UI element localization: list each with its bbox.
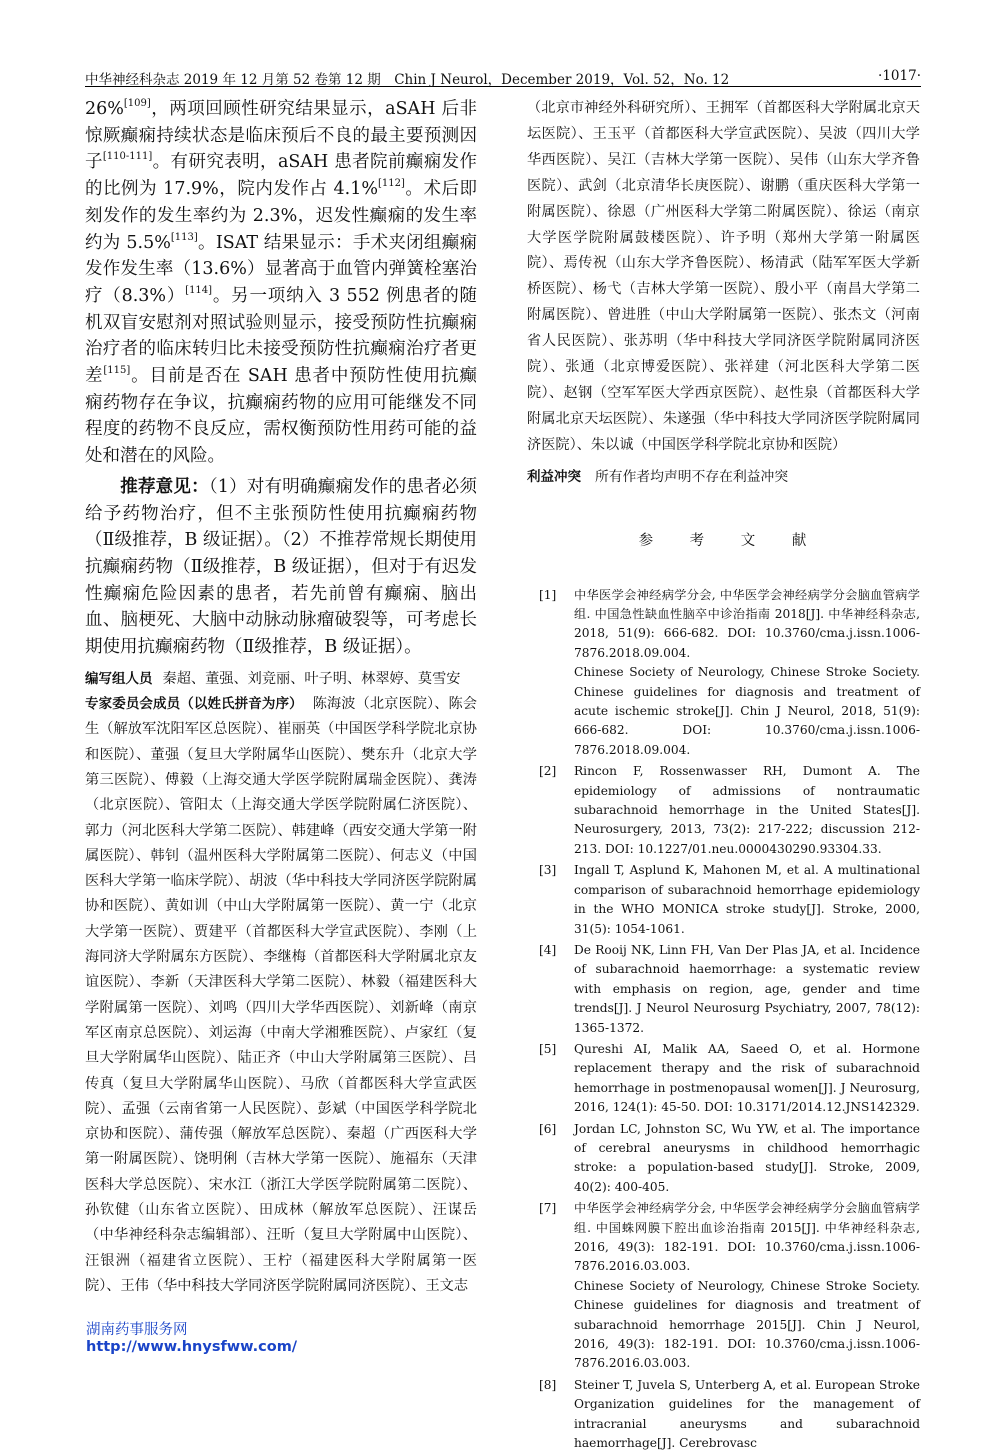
right-column [527,96,920,1455]
reference-item [527,941,920,1038]
experts-list: 陈海波（北京医院）、陈会生（解放军沈阳军区总医院）、崔丽英（中国医学科学院北京协和医院）、董强（复旦大学附属华山医院）、樊东升（北京大学第三医院）、傅毅（上海交通大学医学院附属瑞金医院）、龚涛（北京医院）、管阳太（上海交通大学医学院附属仁济医院）、郭力（河北医科大学第二医院）、韩建峰（西安交通大学第一附属医院）、韩钊（温州医科大学附属第二医院）、何志义（中国医科大学第一临床学院）、胡波（华中科技大学同济医学院附属协和医院）、黄如训（中山大学附属第一医院）、黄一宁（北京大学第一医院）、贾建平（首都医科大学宣武医院）、李刚（上海同济大学附属东方医院）、李继梅（首都医科大学附属北京友谊医院）、李新（天津医科大学第二医院）、林毅（福建医科大学附属第一医院）、刘鸣（四川大学华西医院）、刘新峰（南京军区南京总医院）、刘运海（中南大学湘雅医院）、卢家红（复旦大学附属华山医院）、陆正齐（中山大学附属第三医院）、吕传真（复旦大学附属华山医院）、马欣（首都医科大学宣武医院）、孟强（云南省第一人民医院）、彭斌（中国医学科学院北京协和医院）、蒲传强（解放军总医院）、秦超（广西医科大学第一附属医院）、饶明俐（吉林大学第一医院）、施福东（天津医科大学总医院）、宋水江（浙江大学医学院附属第二医院）、孙钦健（山东省立医院）、田成林（解放军总医院）、汪谋岳（中华神经科杂志编辑部）、汪昕（复旦大学附属中山医院）、汪银洲（福建省立医院）、王柠（福建医科大学附属第一医院）、王伟（华中科技大学同济医学院附属同济医院）、王文志 [85,696,477,1294]
conflict-label: 利益冲突 [527,468,581,485]
recommendation-label: 推荐意见： [120,476,209,497]
reference-text: Jordan LC, Johnston SC, Wu YW, et al. The importance of cerebral aneurysms in childhood hemorrhagic stroke: a population-based study[J]. Stroke, 2009, 40(2): 400-405. [574,1121,920,1194]
reference-number: [8] [539,1377,557,1392]
reference-text: 中华医学会神经病学分会, 中华医学会神经病学分会脑血管病学组. 中国急性缺血性脑卒中诊治指南 2018[J]. 中华神经科杂志, 2018, 51(9): 666-682. DOI: 10.3760/cma.j.issn.1006-7876.2018.09.004. [574,587,920,660]
conflict-of-interest [527,465,920,491]
citation: [114] [185,284,213,296]
reference-text: Qureshi AI, Malik AA, Saeed O, et al. Hormone replacement therapy and the risk of subarachnoid hemorrhage in postmenopausal women[J]. J Neurosurg, 2016, 124(1): 45-50. DOI: 10.3171/2014.12.JNS142329. [574,1041,920,1115]
references-heading: 参 考 文 献 [638,532,823,549]
reference-text: Steiner T, Juvela S, Unterberg A, et al. European Stroke Organization guidelines for the management of intracranial aneurysms and subarachnoid haemorrhage[J]. Cerebrovasc [574,1377,920,1451]
reference-item [527,762,920,859]
reference-item [527,1120,920,1198]
citation: [109] [123,98,151,109]
reference-number: [2] [539,764,557,779]
reference-item [527,1040,920,1118]
page-number: ·1017· [878,68,921,84]
reference-number: [4] [539,942,557,957]
body-paragraph: 26%[109]，两项回顾性研究结果显示，aSAH 后非惊厥癫痫持续状态是临床预后不良的最主要预测因子[110-111]。有研究表明，aSAH 患者院前癫痫发作的比例为 17.9%，院内发作占 4.1%[112]。术后即刻发作的发生率约为 2.3%，迟发性癫痫的发生率约为 5.5%[113]。ISAT 结果显示：手术夹闭组癫痫发作发生率（13.6%）显著高于血管内弹簧栓塞治疗（8.3%）[114]。另一项纳入 3 552 例患者的随机双盲安慰剂对照试验则显示，接受预防性抗癫痫治疗者的临床转归比未接受预防性抗癫痫治疗者更差[115]。目前是否在 SAH 患者中预防性使用抗癫痫药物存在争议，抗癫痫药物的应用可能继发不同程度的药物不良反应，需权衡预防性用药可能的益处和潜在的风险。 [85,98,478,467]
writers-list: 秦超、董强、刘竞丽、叶子明、林翠婷、莫雪安 [162,670,461,687]
citation: [112] [378,178,405,190]
journal-citation: 中华神经科杂志 2019 年 12 月第 52 卷第 12 期 Chin J Neurol，December 2019，Vol. 52，No. 12 [85,72,730,88]
writing-group [85,667,477,692]
reference-text-english: Chinese Society of Neurology, Chinese Stroke Society. Chinese guidelines for diagnosis and treatment of subarachnoid hemorrhage 2015[J]. Chin J Neurol, 2016, 49(3): 182-191. DOI: 10.3760/cma.j.issn.1006-7876.2016.03.003. [574,1278,920,1371]
recommendation-paragraph: 推荐意见：（1）对有明确癫痫发作的患者必须给予药物治疗，但不主张预防性使用抗癫痫药物（Ⅱ级推荐，B 级证据）。（2）不推荐常规长期使用抗癫痫药物（Ⅱ级推荐，B 级证据），但对于有迟发性癫痫危险因素的患者，若先前曾有癫痫、脑出血、脑梗死、大脑中动脉动脉瘤破裂等，可考虑长期使用抗癫痫药物（Ⅱ级推荐，B 级证据）。 [85,476,478,658]
reference-number: [1] [539,587,557,602]
reference-item [527,586,920,761]
reference-item [527,861,920,939]
reference-text-english: Chinese Society of Neurology, Chinese Stroke Society. Chinese guidelines for diagnosis and treatment of acute ischemic stroke[J]. Chin J Neurol, 2018, 51(9): 666-682. DOI: 10.3760/cma.j.issn.1006-7876.2018.09.004. [574,665,920,757]
left-column [85,96,477,1299]
running-header [85,66,921,87]
reference-number: [3] [539,863,557,878]
citation: [110-111] [102,151,153,163]
experts-label: 专家委员会成员（以姓氏拼音为序） [85,696,303,713]
citation: [113] [170,231,198,243]
references-list [527,586,920,1454]
reference-item [527,1376,920,1454]
writers-label: 编写组人员 [85,670,153,687]
reference-text: Rincon F, Rossenwasser RH, Dumont A. The epidemiology of admissions of nontraumatic subarachnoid hemorrhage in the United States[J]. Neurosurgery, 2013, 73(2): 217-222; discussion 212-213. DOI: 10.1227/01.neu.0000430290.93304.33. [574,764,920,856]
reference-item [527,1199,920,1374]
watermark-footer [86,1322,297,1356]
citation: [115] [103,365,131,377]
expert-committee [85,692,477,1299]
reference-text: 中华医学会神经病学分会, 中华医学会神经病学分会脑血管病学组. 中国蛛网膜下腔出血诊治指南 2015[J]. 中华神经科杂志, 2016, 49(3): 182-191. DOI: 10.3760/cma.j.issn.1006-7876.2016.03.003. [574,1201,920,1274]
reference-number: [7] [539,1201,557,1216]
reference-number: [5] [539,1041,557,1056]
reference-text: De Rooij NK, Linn FH, Van Der Plas JA, et al. Incidence of subarachnoid haemorrhage: a systematic review with emphasis on region, age, gender and time trends[J]. J Neurol Neurosurg Psychiatry, 2007, 78(12): 1365-1372. [574,942,920,1035]
site-url[interactable]: http://www.hnysfww.com/ [86,1339,298,1355]
reference-text: Ingall T, Asplund K, Mahonen M, et al. A multinational comparison of subarachnoid hemorrhage epidemiology in the WHO MONICA stroke study[J]. Stroke, 2000, 31(5): 1054-1061. [574,863,920,936]
reference-number: [6] [539,1121,557,1136]
site-name: 湖南药事服务网 [86,1322,188,1338]
expert-committee-continued: （北京市神经外科研究所）、王拥军（首都医科大学附属北京天坛医院）、王玉平（首都医科大学宣武医院）、吴波（四川大学华西医院）、吴江（吉林大学第一医院）、吴伟（山东大学齐鲁医院）、武剑（北京清华长庚医院）、谢鹏（重庆医科大学第一附属医院）、徐恩（广州医科大学第二附属医院）、徐运（南京大学医学院附属鼓楼医院）、许予明（郑州大学第一附属医院）、焉传祝（山东大学齐鲁医院）、杨清武（陆军军医大学新桥医院）、杨弋（吉林大学第一医院）、殷小平（南昌大学第二附属医院）、曾进胜（中山大学附属第一医院）、张杰文（河南省人民医院）、张苏明（华中科技大学同济医学院附属同济医院）、张通（北京博爱医院）、张祥建（河北医科大学第二医院）、赵钢（空军军医大学西京医院）、赵性泉（首都医科大学附属北京天坛医院）、朱遂强（华中科技大学同济医学院附属同济医院）、朱以诚（中国医学科学院北京协和医院） [527,100,920,453]
conflict-text: 所有作者均声明不存在利益冲突 [595,468,789,485]
